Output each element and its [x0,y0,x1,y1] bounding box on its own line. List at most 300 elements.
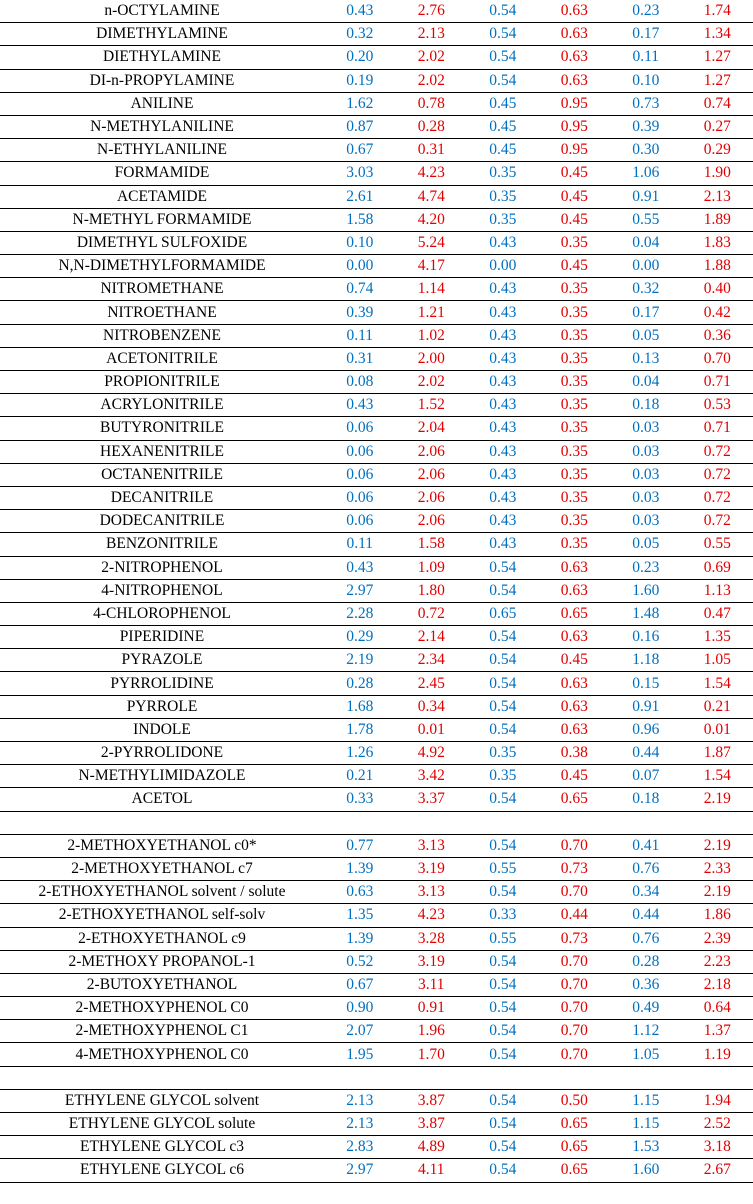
value-cell-5: 0.96 [610,718,682,741]
value-cell-4: 0.65 [539,1159,611,1182]
value-cell-2: 3.19 [396,857,468,880]
value-cell-3: 0.00 [467,255,539,278]
value-cell-3: 0.54 [467,649,539,672]
value-cell-1: 0.06 [324,463,396,486]
compound-name: ANILINE [0,92,324,115]
value-cell-4: 0.73 [539,857,611,880]
value-cell-2: 0.34 [396,695,468,718]
table-row [0,857,753,880]
value-cell-3: 0.54 [467,695,539,718]
value-cell-2: 3.11 [396,973,468,996]
value-cell-1: 0.32 [324,23,396,46]
value-cell-1: 0.21 [324,765,396,788]
value-cell-2 [396,811,468,834]
value-cell-2: 2.04 [396,417,468,440]
value-cell-3: 0.45 [467,139,539,162]
value-cell-4: 0.70 [539,881,611,904]
value-cell-5: 0.55 [610,208,682,231]
value-cell-3: 0.43 [467,371,539,394]
table-row [0,1020,753,1043]
compound-name: BENZONITRILE [0,533,324,556]
compound-name: ACRYLONITRILE [0,394,324,417]
value-cell-5: 1.12 [610,1020,682,1043]
value-cell-4: 0.63 [539,556,611,579]
value-cell-2: 5.24 [396,231,468,254]
compound-name: DIMETHYLAMINE [0,23,324,46]
value-cell-2: 2.06 [396,440,468,463]
compound-name: 2-METHOXYPHENOL C0 [0,997,324,1020]
value-cell-1: 0.33 [324,788,396,811]
compound-name: ACETAMIDE [0,185,324,208]
compound-name: ACETONITRILE [0,347,324,370]
value-cell-3: 0.43 [467,486,539,509]
value-cell-3: 0.54 [467,46,539,69]
value-cell-6: 1.54 [682,765,753,788]
table-row [0,811,753,834]
value-cell-5: 0.73 [610,92,682,115]
value-cell-1: 1.26 [324,742,396,765]
compound-name: 2-NITROPHENOL [0,556,324,579]
compound-name: DECANITRILE [0,486,324,509]
compound-name: 4-CHLOROPHENOL [0,602,324,625]
value-cell-4: 0.73 [539,927,611,950]
compound-name: N-METHYLIMIDAZOLE [0,765,324,788]
value-cell-2: 3.42 [396,765,468,788]
value-cell-2: 2.45 [396,672,468,695]
value-cell-1: 2.97 [324,1159,396,1182]
value-cell-1: 0.77 [324,834,396,857]
table-row [0,440,753,463]
value-cell-5: 0.03 [610,417,682,440]
value-cell-4: 0.65 [539,788,611,811]
compound-name: ETHYLENE GLYCOL solute [0,1113,324,1136]
value-cell-3: 0.55 [467,927,539,950]
table-row [0,115,753,138]
compound-name: n-OCTYLAMINE [0,0,324,23]
value-cell-6: 0.69 [682,556,753,579]
table-row [0,626,753,649]
value-cell-4: 0.63 [539,672,611,695]
value-cell-3: 0.54 [467,672,539,695]
value-cell-6: 1.90 [682,162,753,185]
value-cell-5: 0.32 [610,278,682,301]
value-cell-2: 3.87 [396,1113,468,1136]
table-row [0,788,753,811]
value-cell-4 [539,1066,611,1089]
compound-name: INDOLE [0,718,324,741]
value-cell-2: 2.13 [396,23,468,46]
value-cell-3: 0.43 [467,347,539,370]
value-cell-3: 0.54 [467,23,539,46]
value-cell-6: 1.83 [682,231,753,254]
compound-name: 2-BUTOXYETHANOL [0,973,324,996]
value-cell-5: 1.48 [610,602,682,625]
value-cell-6: 0.40 [682,278,753,301]
table-row [0,324,753,347]
compound-name: ETHYLENE GLYCOL c6 [0,1159,324,1182]
value-cell-6: 0.71 [682,417,753,440]
table-row [0,904,753,927]
value-cell-5: 1.60 [610,579,682,602]
value-cell-6: 0.72 [682,486,753,509]
value-cell-3: 0.35 [467,742,539,765]
table-row [0,0,753,23]
value-cell-6: 1.19 [682,1043,753,1066]
table-row [0,579,753,602]
value-cell-1: 1.78 [324,718,396,741]
value-cell-5: 0.13 [610,347,682,370]
value-cell-4: 0.35 [539,486,611,509]
value-cell-1: 0.06 [324,417,396,440]
value-cell-6: 0.74 [682,92,753,115]
value-cell-4: 0.35 [539,417,611,440]
value-cell-3: 0.54 [467,1020,539,1043]
value-cell-2: 1.58 [396,533,468,556]
table-row [0,510,753,533]
compound-name: DIMETHYL SULFOXIDE [0,231,324,254]
table-row [0,301,753,324]
value-cell-3: 0.43 [467,463,539,486]
value-cell-4: 0.63 [539,23,611,46]
value-cell-1: 0.11 [324,324,396,347]
value-cell-6: 2.33 [682,857,753,880]
value-cell-1: 0.39 [324,301,396,324]
value-cell-4: 0.95 [539,139,611,162]
value-cell-2: 3.37 [396,788,468,811]
value-cell-2: 4.23 [396,162,468,185]
value-cell-4: 0.35 [539,440,611,463]
value-cell-4: 0.35 [539,510,611,533]
table-row [0,950,753,973]
value-cell-2: 1.52 [396,394,468,417]
table-row [0,417,753,440]
compound-name: N-METHYL FORMAMIDE [0,208,324,231]
value-cell-2: 2.76 [396,0,468,23]
value-cell-6: 1.35 [682,626,753,649]
value-cell-6: 1.13 [682,579,753,602]
value-cell-1: 0.06 [324,486,396,509]
value-cell-3: 0.54 [467,973,539,996]
value-cell-4: 0.45 [539,255,611,278]
value-cell-3: 0.43 [467,324,539,347]
value-cell-6: 0.72 [682,440,753,463]
value-cell-6: 1.54 [682,672,753,695]
value-cell-6: 1.94 [682,1089,753,1112]
value-cell-4: 0.35 [539,463,611,486]
compound-name: HEXANENITRILE [0,440,324,463]
value-cell-2: 0.01 [396,718,468,741]
table-row [0,997,753,1020]
value-cell-6: 0.42 [682,301,753,324]
table-row [0,231,753,254]
table-row [0,695,753,718]
compound-name [0,811,324,834]
value-cell-6: 2.19 [682,834,753,857]
value-cell-3 [467,1066,539,1089]
compound-name [0,1066,324,1089]
value-cell-2: 3.13 [396,881,468,904]
value-cell-1: 1.39 [324,927,396,950]
value-cell-6: 1.34 [682,23,753,46]
value-cell-5 [610,811,682,834]
compound-name: BUTYRONITRILE [0,417,324,440]
compound-name: PYRAZOLE [0,649,324,672]
value-cell-6: 1.86 [682,904,753,927]
value-cell-6: 2.18 [682,973,753,996]
value-cell-4: 0.70 [539,997,611,1020]
value-cell-4: 0.35 [539,278,611,301]
value-cell-6: 2.52 [682,1113,753,1136]
value-cell-4: 0.35 [539,394,611,417]
value-cell-2: 1.14 [396,278,468,301]
value-cell-4: 0.95 [539,92,611,115]
table-row [0,139,753,162]
value-cell-4: 0.63 [539,46,611,69]
value-cell-5: 0.34 [610,881,682,904]
value-cell-3: 0.35 [467,765,539,788]
value-cell-3: 0.54 [467,69,539,92]
value-cell-2: 3.13 [396,834,468,857]
value-cell-2: 2.34 [396,649,468,672]
value-cell-3: 0.43 [467,278,539,301]
value-cell-4: 0.35 [539,324,611,347]
value-cell-2: 2.02 [396,46,468,69]
value-cell-6: 0.36 [682,324,753,347]
value-cell-5: 0.05 [610,324,682,347]
value-cell-5: 1.18 [610,649,682,672]
compound-name: DIETHYLAMINE [0,46,324,69]
value-cell-4: 0.35 [539,347,611,370]
value-cell-2: 4.23 [396,904,468,927]
value-cell-2: 1.02 [396,324,468,347]
value-cell-3: 0.54 [467,1089,539,1112]
value-cell-4: 0.63 [539,695,611,718]
value-cell-5: 0.10 [610,69,682,92]
value-cell-4: 0.70 [539,1043,611,1066]
value-cell-5: 0.18 [610,788,682,811]
value-cell-5: 0.00 [610,255,682,278]
value-cell-2: 1.80 [396,579,468,602]
value-cell-6: 1.27 [682,46,753,69]
value-cell-4: 0.45 [539,208,611,231]
value-cell-4: 0.95 [539,115,611,138]
compound-name: N-ETHYLANILINE [0,139,324,162]
table-row [0,602,753,625]
value-cell-3: 0.54 [467,579,539,602]
compound-name: 2-METHOXYPHENOL C1 [0,1020,324,1043]
value-cell-3: 0.54 [467,0,539,23]
table-row [0,463,753,486]
value-cell-5: 0.16 [610,626,682,649]
compound-name: PYRROLE [0,695,324,718]
table-row [0,46,753,69]
value-cell-5: 0.30 [610,139,682,162]
value-cell-1: 0.90 [324,997,396,1020]
value-cell-2: 4.89 [396,1136,468,1159]
value-cell-6: 1.74 [682,0,753,23]
value-cell-3: 0.54 [467,1159,539,1182]
value-cell-2: 4.17 [396,255,468,278]
table-row [0,672,753,695]
table-row [0,742,753,765]
value-cell-6: 0.71 [682,371,753,394]
value-cell-1: 1.58 [324,208,396,231]
value-cell-1: 1.68 [324,695,396,718]
table-row [0,881,753,904]
value-cell-1: 0.52 [324,950,396,973]
compound-name: 2-METHOXY PROPANOL-1 [0,950,324,973]
value-cell-6 [682,1066,753,1089]
value-cell-6: 0.29 [682,139,753,162]
value-cell-5: 0.03 [610,510,682,533]
value-cell-4: 0.35 [539,533,611,556]
value-cell-1: 0.08 [324,371,396,394]
value-cell-1: 0.11 [324,533,396,556]
value-cell-6: 0.47 [682,602,753,625]
value-cell-2: 0.31 [396,139,468,162]
value-cell-5: 1.06 [610,162,682,185]
value-cell-2: 4.11 [396,1159,468,1182]
value-cell-1: 0.19 [324,69,396,92]
value-cell-6: 2.39 [682,927,753,950]
value-cell-1: 0.87 [324,115,396,138]
compound-name: ETHYLENE GLYCOL c3 [0,1136,324,1159]
value-cell-5: 0.18 [610,394,682,417]
value-cell-6: 0.64 [682,997,753,1020]
value-cell-2: 0.78 [396,92,468,115]
compound-name: ACETOL [0,788,324,811]
value-cell-1: 0.31 [324,347,396,370]
value-cell-6: 0.72 [682,463,753,486]
value-cell-1: 0.43 [324,556,396,579]
compound-name: PYRROLIDINE [0,672,324,695]
table-row [0,371,753,394]
table-row [0,255,753,278]
value-cell-4: 0.35 [539,371,611,394]
table-row [0,649,753,672]
value-cell-2: 4.92 [396,742,468,765]
value-cell-2: 2.06 [396,510,468,533]
value-cell-6: 1.05 [682,649,753,672]
value-cell-2: 0.91 [396,997,468,1020]
table-row [0,23,753,46]
value-cell-1: 1.62 [324,92,396,115]
value-cell-5: 0.91 [610,695,682,718]
value-cell-5: 0.49 [610,997,682,1020]
value-cell-1: 2.19 [324,649,396,672]
table-row [0,927,753,950]
value-cell-3: 0.54 [467,834,539,857]
table-row [0,185,753,208]
value-cell-4: 0.44 [539,904,611,927]
value-cell-4: 0.45 [539,162,611,185]
value-cell-4: 0.50 [539,1089,611,1112]
value-cell-3: 0.54 [467,718,539,741]
value-cell-3: 0.54 [467,1113,539,1136]
value-cell-3: 0.54 [467,626,539,649]
value-cell-6: 2.23 [682,950,753,973]
value-cell-3: 0.54 [467,997,539,1020]
table-row [0,69,753,92]
value-cell-4: 0.70 [539,973,611,996]
value-cell-6: 3.18 [682,1136,753,1159]
value-cell-4: 0.63 [539,0,611,23]
value-cell-6: 0.53 [682,394,753,417]
value-cell-6: 0.27 [682,115,753,138]
value-cell-5: 0.04 [610,231,682,254]
value-cell-2: 0.28 [396,115,468,138]
value-cell-3: 0.43 [467,394,539,417]
value-cell-3: 0.43 [467,301,539,324]
value-cell-6: 0.21 [682,695,753,718]
value-cell-2: 2.02 [396,69,468,92]
value-cell-1: 0.43 [324,0,396,23]
value-cell-5: 0.44 [610,904,682,927]
value-cell-4: 0.70 [539,1020,611,1043]
value-cell-5: 0.03 [610,486,682,509]
value-cell-3: 0.45 [467,115,539,138]
value-cell-4: 0.35 [539,301,611,324]
table-row [0,162,753,185]
value-cell-4: 0.45 [539,185,611,208]
value-cell-4: 0.63 [539,579,611,602]
value-cell-3: 0.54 [467,1136,539,1159]
compound-name: N-METHYLANILINE [0,115,324,138]
value-cell-3: 0.43 [467,510,539,533]
compound-name: DI-n-PROPYLAMINE [0,69,324,92]
value-cell-3: 0.35 [467,162,539,185]
value-cell-3: 0.54 [467,881,539,904]
value-cell-5: 0.76 [610,857,682,880]
value-cell-3: 0.43 [467,533,539,556]
value-cell-5: 0.15 [610,672,682,695]
value-cell-6: 2.13 [682,185,753,208]
value-cell-1: 1.35 [324,904,396,927]
value-cell-1: 0.06 [324,440,396,463]
compound-name: OCTANENITRILE [0,463,324,486]
value-cell-6: 0.55 [682,533,753,556]
value-cell-3: 0.54 [467,950,539,973]
value-cell-5: 0.28 [610,950,682,973]
table-row [0,1066,753,1089]
value-cell-3: 0.43 [467,231,539,254]
value-cell-4: 0.63 [539,626,611,649]
table-row [0,347,753,370]
value-cell-3: 0.65 [467,602,539,625]
value-cell-5: 0.91 [610,185,682,208]
value-cell-3 [467,811,539,834]
value-cell-5: 0.17 [610,23,682,46]
value-cell-2: 3.28 [396,927,468,950]
value-cell-1: 0.67 [324,139,396,162]
value-cell-4 [539,811,611,834]
value-cell-1: 3.03 [324,162,396,185]
value-cell-1: 0.28 [324,672,396,695]
value-cell-5: 0.41 [610,834,682,857]
value-cell-5: 0.03 [610,440,682,463]
value-cell-1: 0.29 [324,626,396,649]
compound-name: 2-ETHOXYETHANOL solvent / solute [0,881,324,904]
value-cell-2: 3.19 [396,950,468,973]
value-cell-5: 1.53 [610,1136,682,1159]
value-cell-5: 0.39 [610,115,682,138]
value-cell-4: 0.38 [539,742,611,765]
value-cell-3: 0.55 [467,857,539,880]
value-cell-4: 0.70 [539,834,611,857]
value-cell-5: 0.17 [610,301,682,324]
value-cell-1: 0.43 [324,394,396,417]
table-row [0,556,753,579]
